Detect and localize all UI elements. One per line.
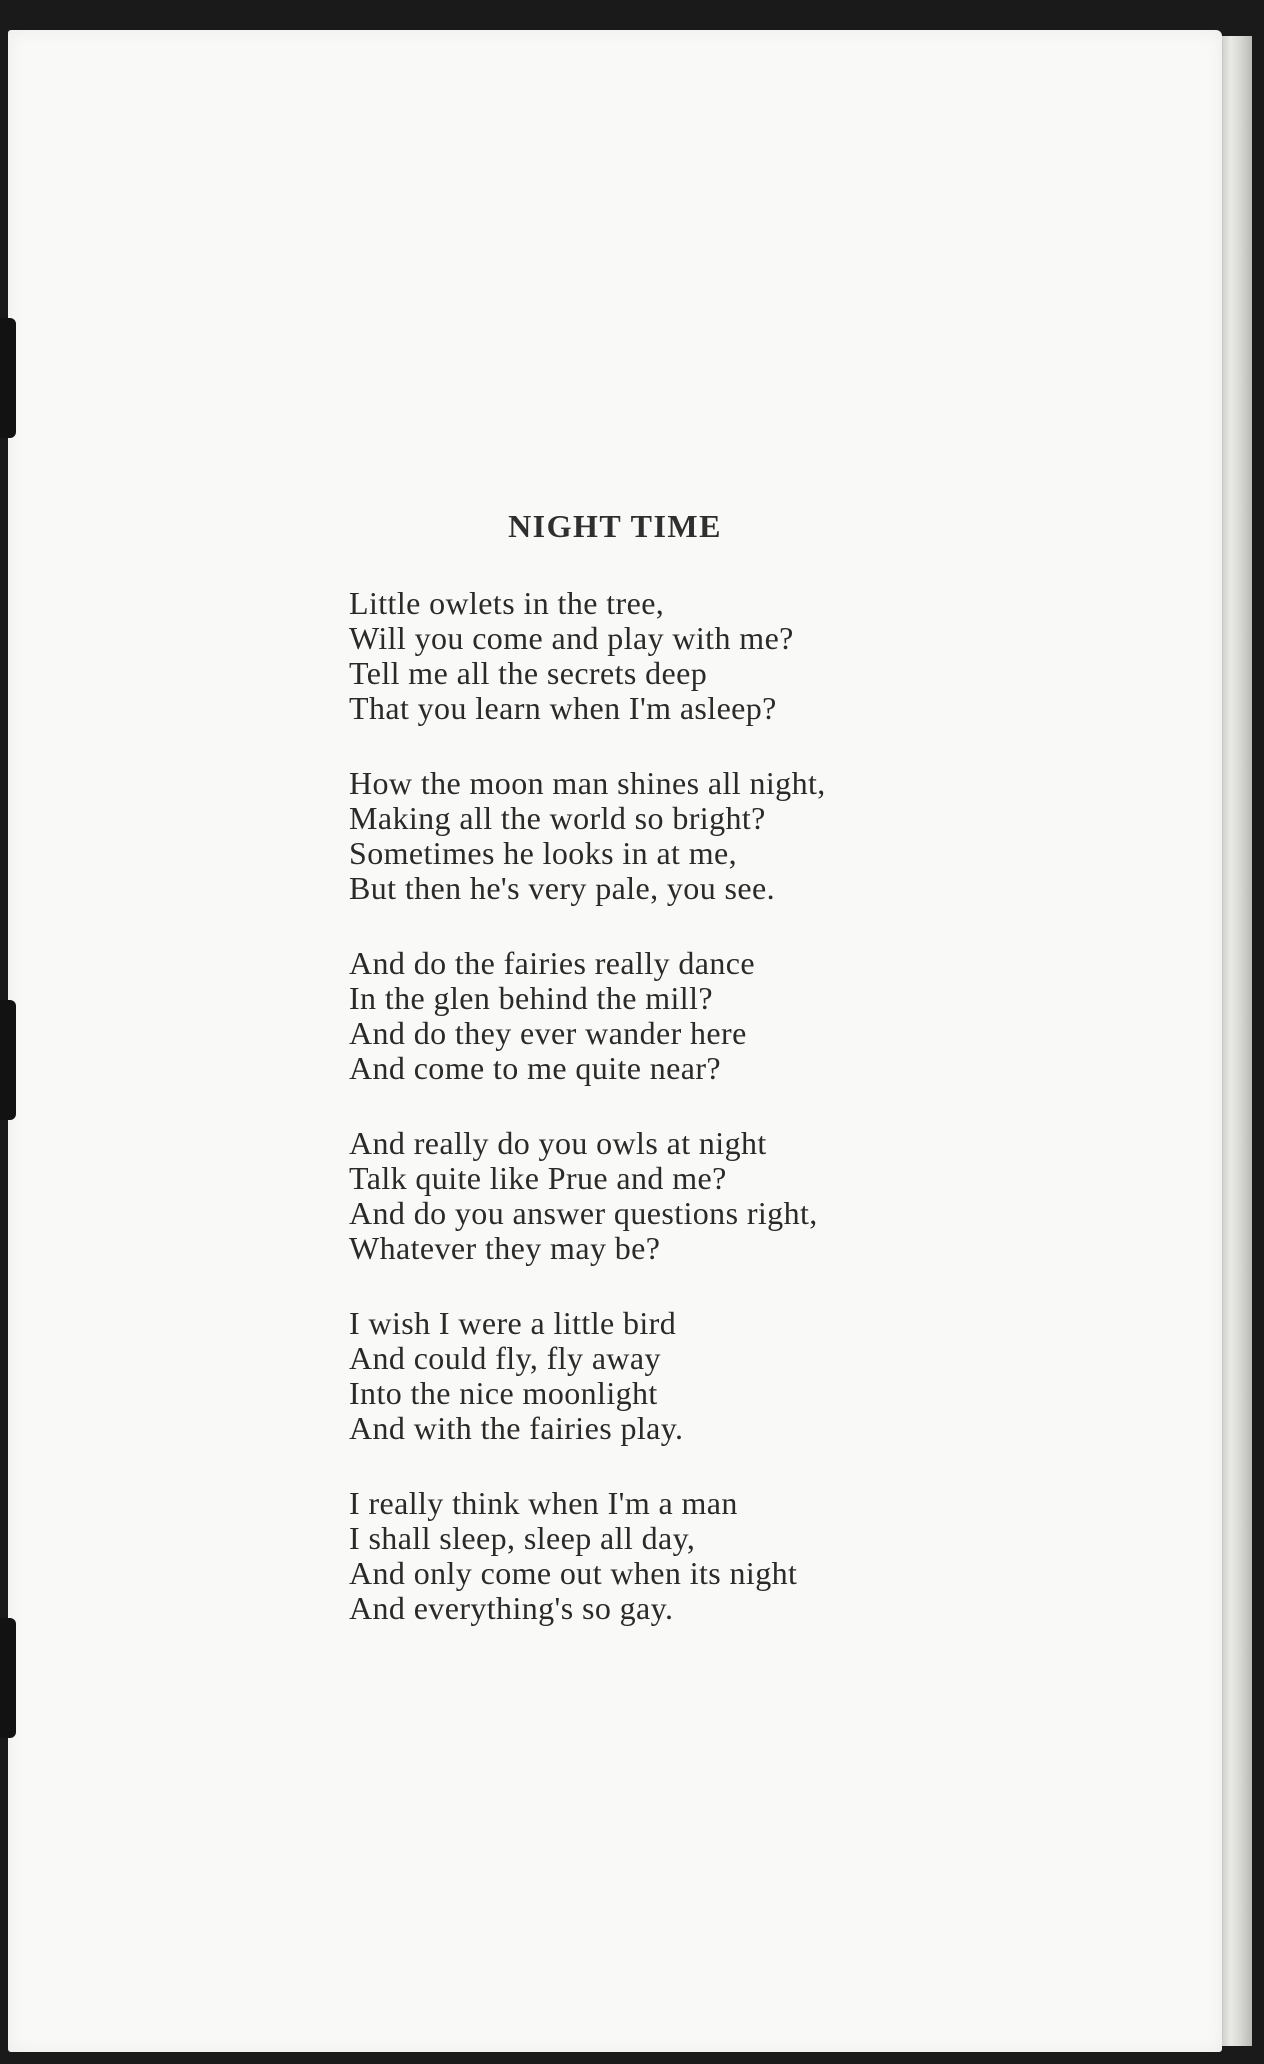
poem-line: Talk quite like Prue and me? — [349, 1160, 727, 1196]
poem-line: And do the fairies really dance — [349, 945, 756, 981]
stanza-1 — [349, 586, 969, 726]
stanza-5 — [349, 1306, 969, 1446]
poem-body — [349, 586, 969, 1666]
poem-line: And come to me quite near? — [349, 1050, 722, 1086]
binding-clip-mark — [0, 1000, 16, 1120]
poem — [8, 30, 1222, 2052]
binding-clip-mark — [0, 1618, 16, 1738]
poem-line: I wish I were a little bird — [349, 1305, 677, 1341]
poem-line: I shall sleep, sleep all day, — [349, 1520, 696, 1556]
binding-clip-mark — [0, 318, 16, 438]
poem-title: NIGHT TIME — [508, 508, 722, 544]
stanza-3 — [349, 946, 969, 1086]
poem-line: Sometimes he looks in at me, — [349, 835, 738, 871]
poem-line: And really do you owls at night — [349, 1125, 767, 1161]
poem-line: And do you answer questions right, — [349, 1195, 818, 1231]
poem-line: Little owlets in the tree, — [349, 585, 665, 621]
stanza-4 — [349, 1126, 969, 1266]
poem-line: Into the nice moonlight — [349, 1375, 658, 1411]
poem-line: And do they ever wander here — [349, 1015, 747, 1051]
poem-line: That you learn when I'm asleep? — [349, 690, 777, 726]
page-edge — [1222, 36, 1252, 2046]
book-page — [8, 30, 1222, 2052]
poem-line: Tell me all the secrets deep — [349, 655, 708, 691]
poem-line: I really think when I'm a man — [349, 1485, 738, 1521]
poem-line: And everything's so gay. — [349, 1590, 674, 1626]
poem-line: Will you come and play with me? — [349, 620, 794, 656]
stanza-6 — [349, 1486, 969, 1626]
poem-line: And could fly, fly away — [349, 1340, 661, 1376]
poem-line: But then he's very pale, you see. — [349, 870, 775, 906]
stanza-2 — [349, 766, 969, 906]
poem-line: And with the fairies play. — [349, 1410, 684, 1446]
poem-line: Making all the world so bright? — [349, 800, 766, 836]
poem-line: How the moon man shines all night, — [349, 765, 826, 801]
poem-line: Whatever they may be? — [349, 1230, 661, 1266]
poem-line: And only come out when its night — [349, 1555, 798, 1591]
poem-line: In the glen behind the mill? — [349, 980, 713, 1016]
